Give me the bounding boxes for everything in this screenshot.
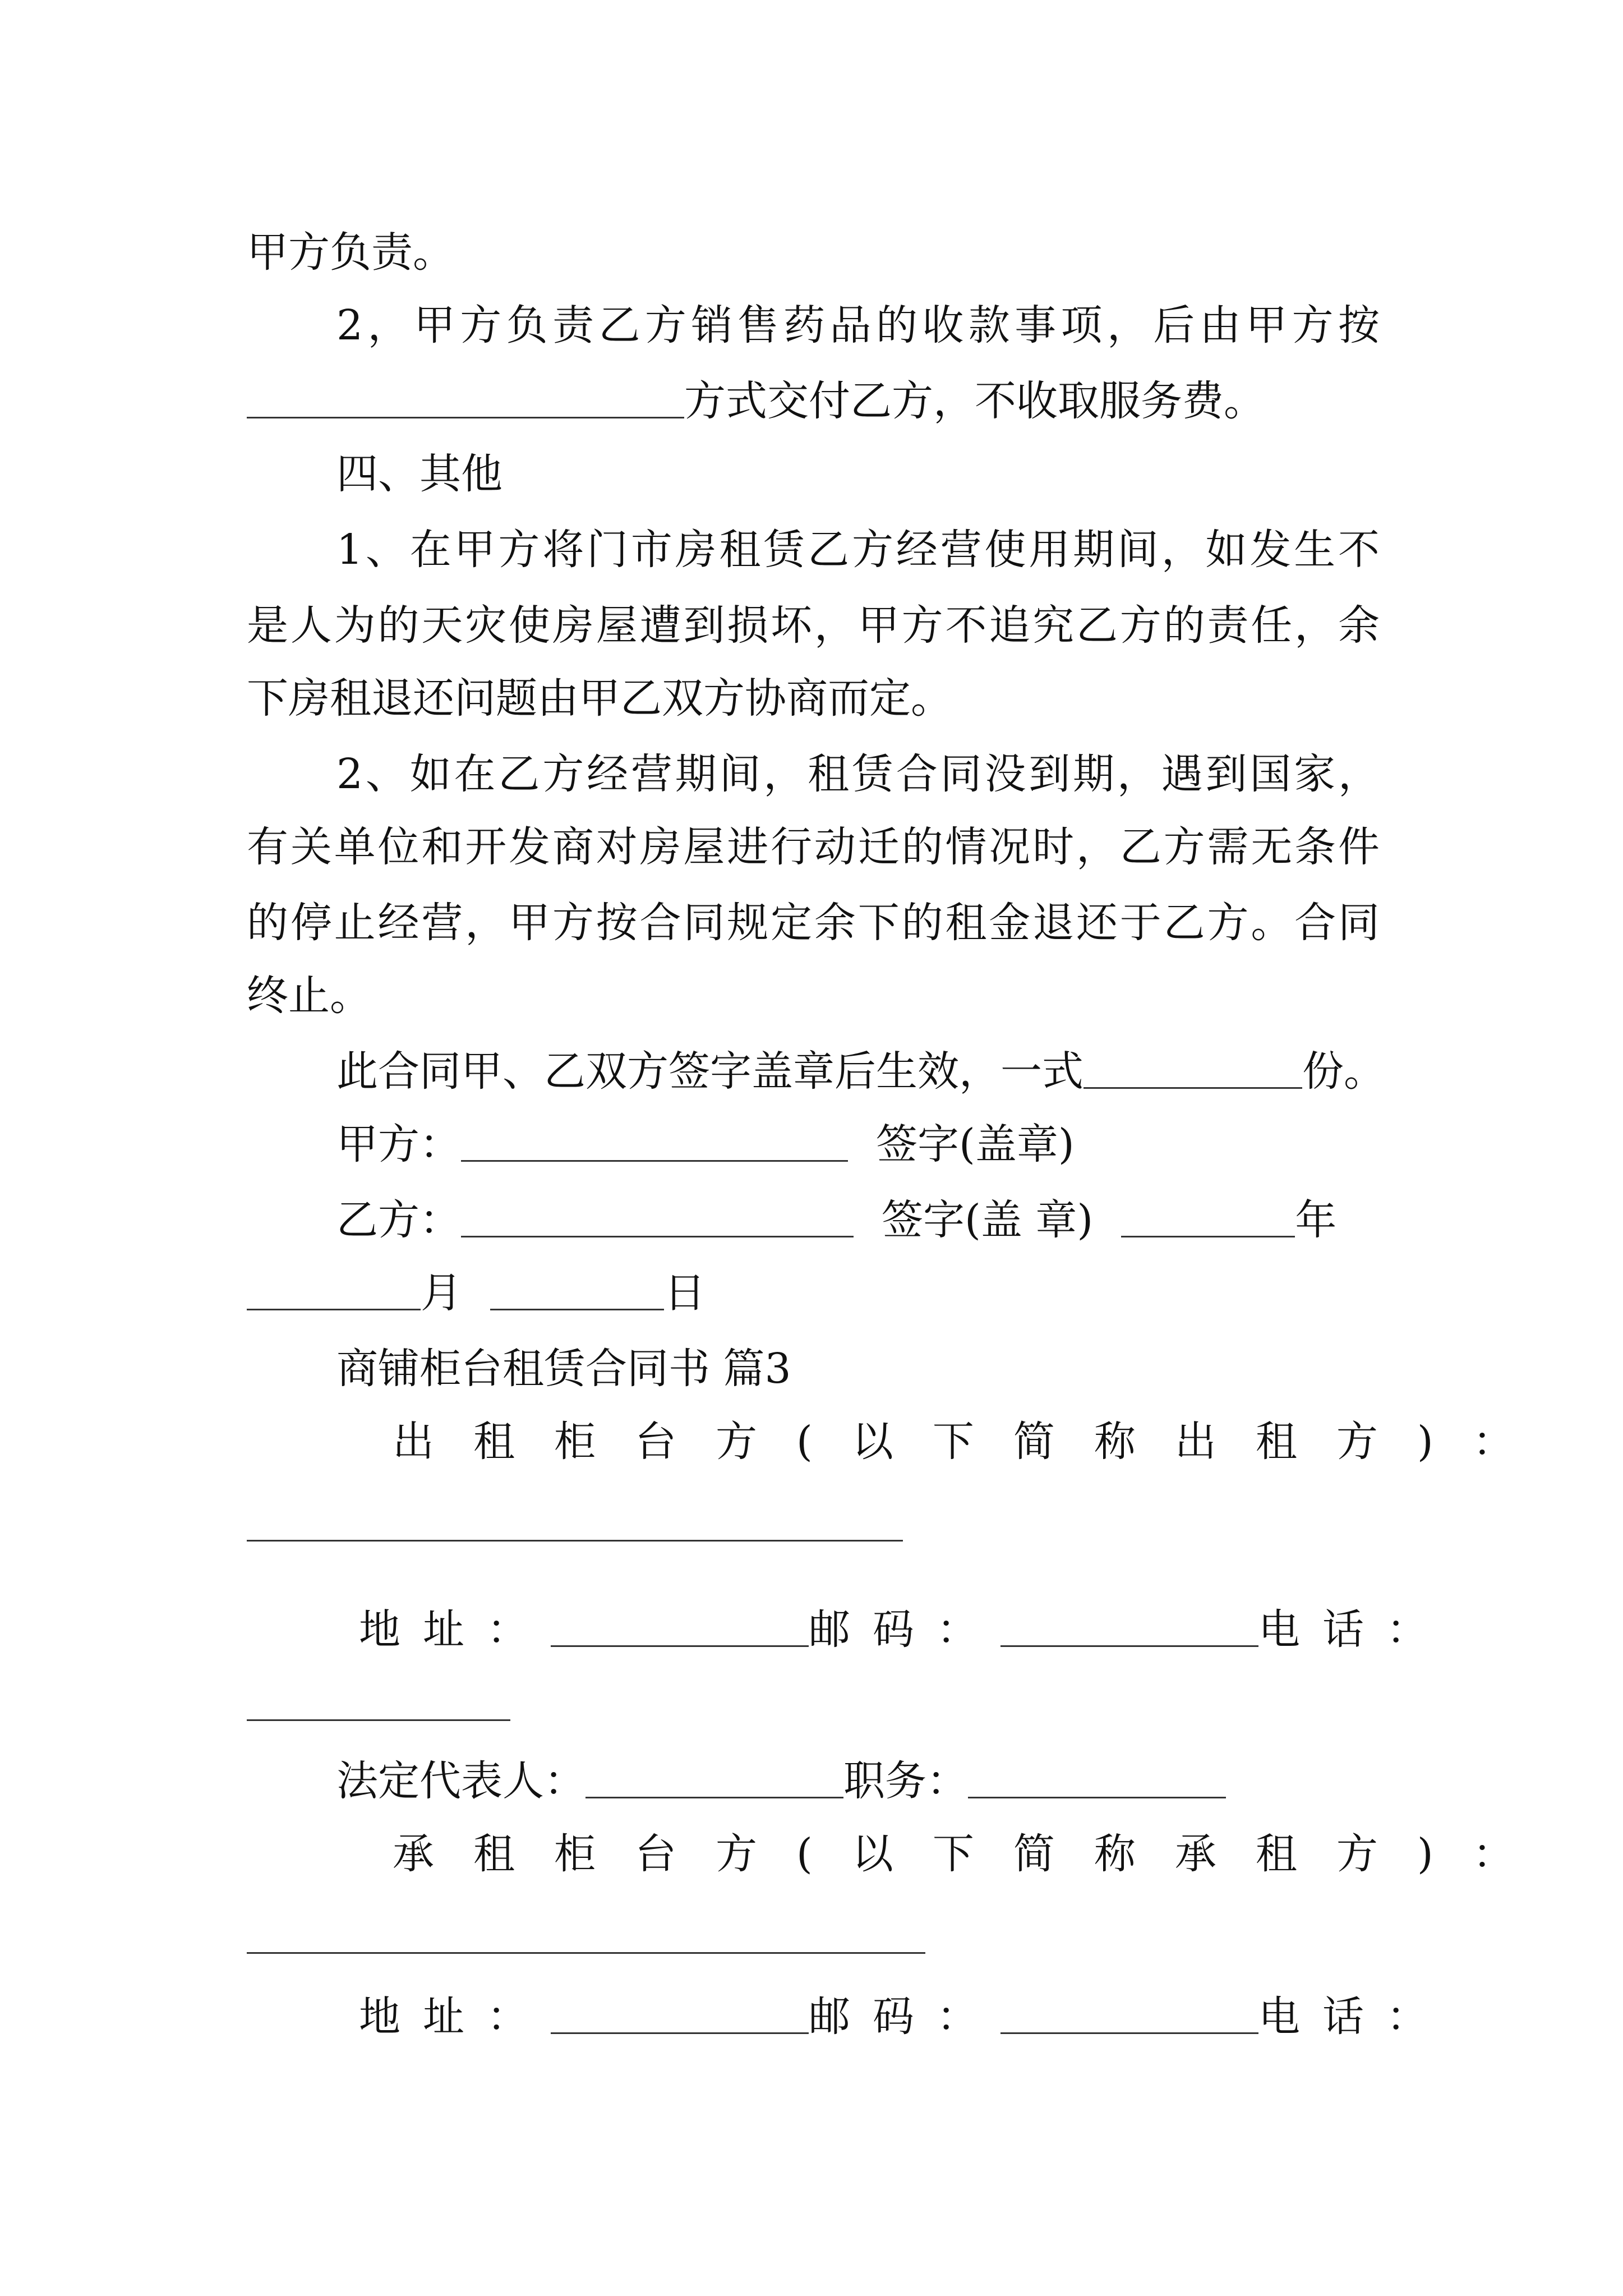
text-line: 2，甲方负责乙方销售药品的收款事项，后由甲方按 <box>336 301 1380 349</box>
party-b-line <box>336 1192 1380 1248</box>
year-blank <box>1121 1194 1295 1237</box>
text-line: 终止。 <box>247 972 371 1020</box>
day-label: 日 <box>664 1269 706 1317</box>
blank-field <box>247 375 684 418</box>
text-line: 下房租退还问题由甲乙双方协商而定。 <box>247 674 952 723</box>
postcode-label: 邮码： <box>809 1993 1000 2041</box>
text-line: 2、如在乙方经营期间，租赁合同没到期，遇到国家， <box>336 750 1380 798</box>
postcode-blank <box>1000 1604 1258 1647</box>
legal-rep-label: 法定代表人： <box>336 1757 585 1805</box>
text-fragment: 份。 <box>1302 1047 1385 1096</box>
text-line: 甲方负责。 <box>247 228 454 277</box>
section-title: 商铺柜台租赁合同书 篇3 <box>336 1345 791 1393</box>
month-label: 月 <box>421 1269 462 1317</box>
postcode-blank <box>1000 1991 1258 2034</box>
section-heading: 四、其他 <box>336 450 502 498</box>
month-blank <box>247 1267 421 1310</box>
address-blank <box>551 1604 809 1647</box>
lessor-heading: 出租柜台方(以下简称出租方)： <box>393 1418 1553 1466</box>
signature-label: 签字(盖章) <box>876 1120 1075 1168</box>
copies-blank <box>1083 1046 1302 1089</box>
phone-label: 电话： <box>1258 1605 1450 1654</box>
lessee-contact-line <box>359 1989 1450 2045</box>
party-a-label: 甲方： <box>336 1120 461 1168</box>
text-line: 1、在甲方将门市房租赁乙方经营使用期间，如发生不 <box>336 526 1380 574</box>
address-label: 地址： <box>359 1605 551 1654</box>
text-line <box>247 373 1380 429</box>
date-line <box>247 1265 1380 1321</box>
year-label: 年 <box>1295 1196 1337 1244</box>
postcode-label: 邮码： <box>809 1605 1000 1654</box>
address-blank <box>551 1991 809 2034</box>
party-b-blank <box>461 1194 854 1237</box>
lessor-contact-line <box>359 1602 1450 1658</box>
address-label: 地址： <box>359 1993 551 2041</box>
day-blank <box>490 1267 664 1310</box>
lessee-heading: 承租柜台方(以下简称承租方)： <box>393 1830 1553 1878</box>
phone-label: 电话： <box>1258 1993 1450 2041</box>
text-line <box>336 1043 1385 1099</box>
lessor-name-blank <box>247 1540 903 1542</box>
lessee-name-blank <box>247 1952 925 1954</box>
phone-blank <box>247 1719 510 1721</box>
text-fragment: 方式交付乙方，不收取服务费。 <box>684 377 1265 425</box>
party-a-line <box>336 1116 1380 1172</box>
party-a-blank <box>461 1119 848 1162</box>
text-line: 有关单位和开发商对房屋进行动迁的情况时，乙方需无条件 <box>247 823 1380 871</box>
position-label: 职务： <box>843 1757 968 1805</box>
text-line: 的停止经营，甲方按合同规定余下的租金退还于乙方。合同 <box>247 899 1380 947</box>
party-b-label: 乙方： <box>336 1196 461 1244</box>
text-fragment: 此合同甲、乙双方签字盖章后生效，一式 <box>336 1047 1083 1096</box>
text-line: 是人为的天灾使房屋遭到损坏，甲方不追究乙方的责任，余 <box>247 601 1380 650</box>
legal-rep-blank <box>585 1755 843 1798</box>
position-blank <box>968 1755 1226 1798</box>
legal-rep-line <box>336 1753 1380 1809</box>
signature-label: 签字(盖 章) <box>882 1196 1094 1244</box>
